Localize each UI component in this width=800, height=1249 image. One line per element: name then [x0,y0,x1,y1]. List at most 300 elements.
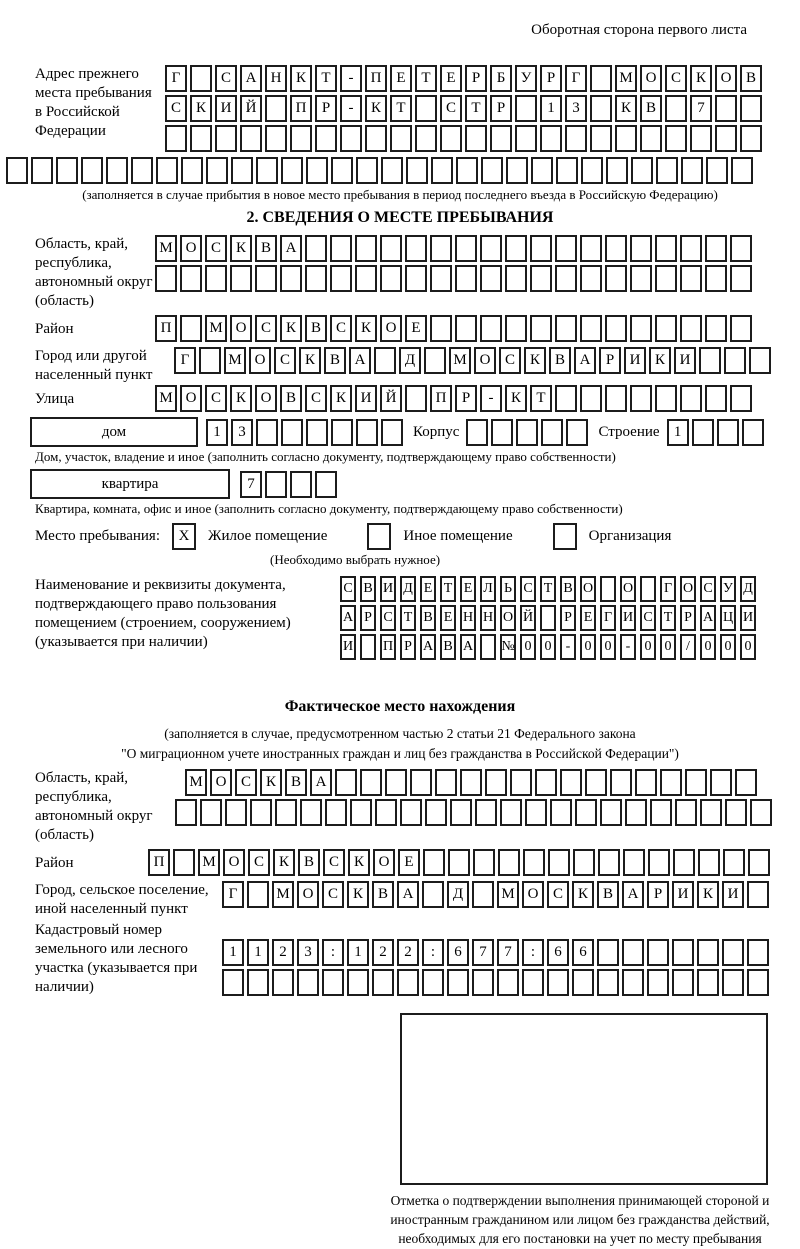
char-cell[interactable]: Т [530,385,552,412]
char-cell[interactable] [330,235,352,262]
char-cell[interactable]: В [560,576,576,602]
char-cell[interactable]: Н [265,65,287,92]
checkbox-organization[interactable] [553,523,577,550]
char-cell[interactable]: Р [455,385,477,412]
char-cell[interactable] [580,265,602,292]
char-cell[interactable] [466,419,488,446]
char-cell[interactable] [405,385,427,412]
char-cell[interactable]: И [624,347,646,374]
char-cell[interactable] [322,969,344,996]
char-cell[interactable]: - [620,634,636,660]
char-cell[interactable] [748,849,770,876]
char-cell[interactable] [275,799,297,826]
char-cell[interactable]: Р [560,605,576,631]
char-cell[interactable] [500,799,522,826]
char-cell[interactable]: С [255,315,277,342]
char-cell[interactable]: К [347,881,369,908]
char-cell[interactable]: 1 [222,939,244,966]
char-cell[interactable] [660,769,682,796]
char-cell[interactable]: М [185,769,207,796]
char-cell[interactable] [747,939,769,966]
char-cell[interactable]: О [640,65,662,92]
char-cell[interactable]: М [224,347,246,374]
char-cell[interactable] [374,347,396,374]
char-cell[interactable] [31,157,53,184]
char-cell[interactable] [481,157,503,184]
char-cell[interactable] [330,265,352,292]
char-cell[interactable] [475,799,497,826]
char-cell[interactable] [450,799,472,826]
char-cell[interactable]: С [205,235,227,262]
char-cell[interactable] [222,969,244,996]
char-cell[interactable] [675,799,697,826]
char-cell[interactable]: К [273,849,295,876]
char-cell[interactable]: Д [400,576,416,602]
char-cell[interactable]: 3 [565,95,587,122]
char-cell[interactable]: А [622,881,644,908]
char-cell[interactable]: Е [420,576,436,602]
char-cell[interactable] [155,265,177,292]
char-cell[interactable]: С [322,881,344,908]
char-cell[interactable] [225,799,247,826]
char-cell[interactable]: О [180,385,202,412]
char-cell[interactable]: 0 [740,634,756,660]
char-cell[interactable]: М [205,315,227,342]
char-cell[interactable] [605,265,627,292]
char-cell[interactable] [680,235,702,262]
char-cell[interactable] [472,969,494,996]
char-cell[interactable] [430,315,452,342]
char-cell[interactable] [600,799,622,826]
char-cell[interactable] [372,969,394,996]
char-cell[interactable] [530,315,552,342]
char-cell[interactable] [623,849,645,876]
char-cell[interactable] [315,125,337,152]
char-cell[interactable] [622,969,644,996]
char-cell[interactable] [385,769,407,796]
char-cell[interactable]: М [449,347,471,374]
char-cell[interactable] [250,799,272,826]
char-cell[interactable]: Е [460,576,476,602]
char-cell[interactable]: Д [740,576,756,602]
char-cell[interactable]: М [615,65,637,92]
char-cell[interactable]: В [255,235,277,262]
char-cell[interactable]: С [330,315,352,342]
char-cell[interactable]: К [230,235,252,262]
char-cell[interactable]: К [260,769,282,796]
char-cell[interactable]: В [740,65,762,92]
char-cell[interactable]: С [665,65,687,92]
char-cell[interactable] [665,125,687,152]
char-cell[interactable] [315,471,337,498]
char-cell[interactable] [556,157,578,184]
char-cell[interactable]: К [572,881,594,908]
char-cell[interactable] [700,799,722,826]
char-cell[interactable]: Т [465,95,487,122]
char-cell[interactable] [424,347,446,374]
char-cell[interactable] [555,315,577,342]
char-cell[interactable] [710,769,732,796]
char-cell[interactable] [516,419,538,446]
char-cell[interactable] [535,769,557,796]
char-cell[interactable]: А [280,235,302,262]
char-cell[interactable] [640,125,662,152]
char-cell[interactable]: № [500,634,516,660]
char-cell[interactable] [730,315,752,342]
char-cell[interactable] [525,799,547,826]
char-cell[interactable] [540,605,556,631]
char-cell[interactable]: О [380,315,402,342]
char-cell[interactable]: И [740,605,756,631]
char-cell[interactable] [331,419,353,446]
char-cell[interactable] [724,347,746,374]
char-cell[interactable]: 1 [247,939,269,966]
char-cell[interactable]: О [223,849,245,876]
char-cell[interactable] [742,419,764,446]
char-cell[interactable]: В [440,634,456,660]
char-cell[interactable] [415,95,437,122]
char-cell[interactable] [465,125,487,152]
char-cell[interactable] [631,157,653,184]
char-cell[interactable]: 1 [667,419,689,446]
char-cell[interactable] [497,969,519,996]
char-cell[interactable]: : [522,939,544,966]
char-cell[interactable] [281,157,303,184]
char-cell[interactable] [630,265,652,292]
char-cell[interactable] [680,265,702,292]
char-cell[interactable]: Р [360,605,376,631]
char-cell[interactable] [581,157,603,184]
char-cell[interactable] [490,125,512,152]
char-cell[interactable]: А [700,605,716,631]
char-cell[interactable] [355,265,377,292]
char-cell[interactable]: В [549,347,571,374]
char-cell[interactable]: 6 [572,939,594,966]
char-cell[interactable]: - [560,634,576,660]
char-cell[interactable]: Г [222,881,244,908]
char-cell[interactable] [580,385,602,412]
char-cell[interactable]: В [597,881,619,908]
char-cell[interactable]: Н [480,605,496,631]
char-cell[interactable]: - [340,95,362,122]
char-cell[interactable]: В [280,385,302,412]
char-cell[interactable]: О [255,385,277,412]
char-cell[interactable] [730,265,752,292]
char-cell[interactable] [705,385,727,412]
char-cell[interactable] [400,799,422,826]
char-cell[interactable] [630,235,652,262]
char-cell[interactable] [605,315,627,342]
char-cell[interactable] [665,95,687,122]
char-cell[interactable]: 7 [472,939,494,966]
char-cell[interactable]: Г [565,65,587,92]
char-cell[interactable] [731,157,753,184]
char-cell[interactable]: В [640,95,662,122]
char-cell[interactable]: И [380,576,396,602]
char-cell[interactable] [510,769,532,796]
char-cell[interactable]: Г [660,576,676,602]
char-cell[interactable] [698,849,720,876]
char-cell[interactable] [206,157,228,184]
char-cell[interactable]: У [515,65,537,92]
char-cell[interactable] [290,125,312,152]
char-cell[interactable] [491,419,513,446]
char-cell[interactable] [190,125,212,152]
char-cell[interactable]: Б [490,65,512,92]
char-cell[interactable]: М [155,385,177,412]
char-cell[interactable]: А [397,881,419,908]
char-cell[interactable] [605,385,627,412]
char-cell[interactable] [215,125,237,152]
char-cell[interactable]: С [547,881,569,908]
char-cell[interactable] [480,634,496,660]
char-cell[interactable] [523,849,545,876]
char-cell[interactable] [522,969,544,996]
char-cell[interactable] [356,419,378,446]
char-cell[interactable] [697,939,719,966]
char-cell[interactable]: Н [460,605,476,631]
char-cell[interactable] [247,881,269,908]
char-cell[interactable]: 7 [497,939,519,966]
char-cell[interactable] [622,939,644,966]
char-cell[interactable]: В [298,849,320,876]
char-cell[interactable]: : [422,939,444,966]
char-cell[interactable] [680,315,702,342]
char-cell[interactable]: Р [540,65,562,92]
checkbox-other-premises[interactable] [367,523,391,550]
char-cell[interactable] [480,315,502,342]
char-cell[interactable]: 2 [397,939,419,966]
char-cell[interactable]: Д [447,881,469,908]
char-cell[interactable]: С [274,347,296,374]
char-cell[interactable] [423,849,445,876]
char-cell[interactable]: С [380,605,396,631]
char-cell[interactable]: Т [400,605,416,631]
char-cell[interactable] [447,969,469,996]
char-cell[interactable] [725,799,747,826]
char-cell[interactable]: Й [240,95,262,122]
char-cell[interactable]: В [360,576,376,602]
char-cell[interactable]: И [215,95,237,122]
char-cell[interactable] [265,125,287,152]
char-cell[interactable]: Й [520,605,536,631]
char-cell[interactable]: 0 [600,634,616,660]
char-cell[interactable] [630,315,652,342]
char-cell[interactable] [672,939,694,966]
char-cell[interactable] [180,265,202,292]
char-cell[interactable]: В [324,347,346,374]
char-cell[interactable] [173,849,195,876]
char-cell[interactable] [531,157,553,184]
char-cell[interactable]: Г [600,605,616,631]
char-cell[interactable]: 0 [540,634,556,660]
char-cell[interactable]: 2 [372,939,394,966]
checkbox-residential[interactable]: X [172,523,196,550]
char-cell[interactable]: А [340,605,356,631]
char-cell[interactable] [290,471,312,498]
char-cell[interactable]: И [672,881,694,908]
char-cell[interactable] [515,95,537,122]
char-cell[interactable]: И [340,634,356,660]
char-cell[interactable]: А [574,347,596,374]
char-cell[interactable] [705,235,727,262]
char-cell[interactable]: Т [660,605,676,631]
char-cell[interactable] [255,265,277,292]
char-cell[interactable]: А [460,634,476,660]
char-cell[interactable]: К [524,347,546,374]
char-cell[interactable] [231,157,253,184]
char-cell[interactable] [365,125,387,152]
char-cell[interactable]: М [272,881,294,908]
char-cell[interactable] [181,157,203,184]
char-cell[interactable]: С [205,385,227,412]
char-cell[interactable]: К [348,849,370,876]
char-cell[interactable] [180,315,202,342]
char-cell[interactable] [430,265,452,292]
char-cell[interactable] [735,769,757,796]
char-cell[interactable]: Е [398,849,420,876]
char-cell[interactable]: С [165,95,187,122]
char-cell[interactable] [106,157,128,184]
char-cell[interactable]: К [280,315,302,342]
char-cell[interactable]: Е [390,65,412,92]
char-cell[interactable] [640,576,656,602]
char-cell[interactable]: А [310,769,332,796]
char-cell[interactable] [498,849,520,876]
char-cell[interactable] [356,157,378,184]
char-cell[interactable]: 6 [547,939,569,966]
char-cell[interactable] [715,95,737,122]
char-cell[interactable] [405,265,427,292]
char-cell[interactable] [747,881,769,908]
char-cell[interactable]: О [210,769,232,796]
char-cell[interactable]: В [372,881,394,908]
char-cell[interactable] [672,969,694,996]
char-cell[interactable] [265,95,287,122]
char-cell[interactable] [715,125,737,152]
char-cell[interactable]: М [497,881,519,908]
char-cell[interactable]: Г [174,347,196,374]
char-cell[interactable] [375,799,397,826]
char-cell[interactable]: К [697,881,719,908]
char-cell[interactable] [175,799,197,826]
char-cell[interactable]: К [505,385,527,412]
char-cell[interactable] [460,769,482,796]
char-cell[interactable] [360,634,376,660]
char-cell[interactable] [455,235,477,262]
char-cell[interactable] [610,769,632,796]
char-cell[interactable] [740,95,762,122]
char-cell[interactable] [606,157,628,184]
char-cell[interactable]: С [499,347,521,374]
char-cell[interactable]: К [649,347,671,374]
char-cell[interactable] [705,265,727,292]
char-cell[interactable]: В [305,315,327,342]
char-cell[interactable]: К [690,65,712,92]
char-cell[interactable]: О [230,315,252,342]
char-cell[interactable] [615,125,637,152]
char-cell[interactable] [435,769,457,796]
char-cell[interactable] [381,419,403,446]
char-cell[interactable] [740,125,762,152]
char-cell[interactable]: Й [380,385,402,412]
char-cell[interactable] [573,849,595,876]
char-cell[interactable]: Р [647,881,669,908]
char-cell[interactable]: 1 [206,419,228,446]
char-cell[interactable]: О [180,235,202,262]
char-cell[interactable]: В [420,605,436,631]
char-cell[interactable] [485,769,507,796]
char-cell[interactable]: 1 [540,95,562,122]
char-cell[interactable]: С [340,576,356,602]
char-cell[interactable]: С [440,95,462,122]
char-cell[interactable] [560,769,582,796]
char-cell[interactable] [530,265,552,292]
char-cell[interactable] [565,125,587,152]
char-cell[interactable] [390,125,412,152]
char-cell[interactable] [350,799,372,826]
char-cell[interactable] [705,315,727,342]
char-cell[interactable]: К [330,385,352,412]
char-cell[interactable] [240,125,262,152]
char-cell[interactable] [256,157,278,184]
char-cell[interactable] [430,235,452,262]
char-cell[interactable] [655,315,677,342]
char-cell[interactable]: П [155,315,177,342]
char-cell[interactable] [590,95,612,122]
char-cell[interactable] [422,881,444,908]
char-cell[interactable] [598,849,620,876]
char-cell[interactable] [541,419,563,446]
char-cell[interactable]: У [720,576,736,602]
char-cell[interactable]: Р [490,95,512,122]
char-cell[interactable] [697,969,719,996]
char-cell[interactable] [673,849,695,876]
char-cell[interactable]: 2 [272,939,294,966]
char-cell[interactable] [685,769,707,796]
char-cell[interactable]: М [155,235,177,262]
char-cell[interactable] [425,799,447,826]
char-cell[interactable]: Т [440,576,456,602]
char-cell[interactable] [265,471,287,498]
char-cell[interactable] [600,576,616,602]
char-cell[interactable]: Р [465,65,487,92]
char-cell[interactable] [706,157,728,184]
char-cell[interactable]: В [285,769,307,796]
char-cell[interactable]: К [615,95,637,122]
char-cell[interactable]: 3 [297,939,319,966]
char-cell[interactable]: 0 [640,634,656,660]
char-cell[interactable] [590,125,612,152]
char-cell[interactable] [297,969,319,996]
char-cell[interactable]: О [474,347,496,374]
char-cell[interactable]: - [480,385,502,412]
char-cell[interactable] [585,769,607,796]
char-cell[interactable] [566,419,588,446]
char-cell[interactable] [156,157,178,184]
char-cell[interactable]: / [680,634,696,660]
char-cell[interactable]: Ц [720,605,736,631]
char-cell[interactable] [699,347,721,374]
char-cell[interactable] [625,799,647,826]
char-cell[interactable]: П [380,634,396,660]
char-cell[interactable]: 1 [347,939,369,966]
char-cell[interactable]: С [305,385,327,412]
char-cell[interactable]: П [430,385,452,412]
char-cell[interactable] [555,235,577,262]
char-cell[interactable]: О [580,576,596,602]
char-cell[interactable]: О [373,849,395,876]
